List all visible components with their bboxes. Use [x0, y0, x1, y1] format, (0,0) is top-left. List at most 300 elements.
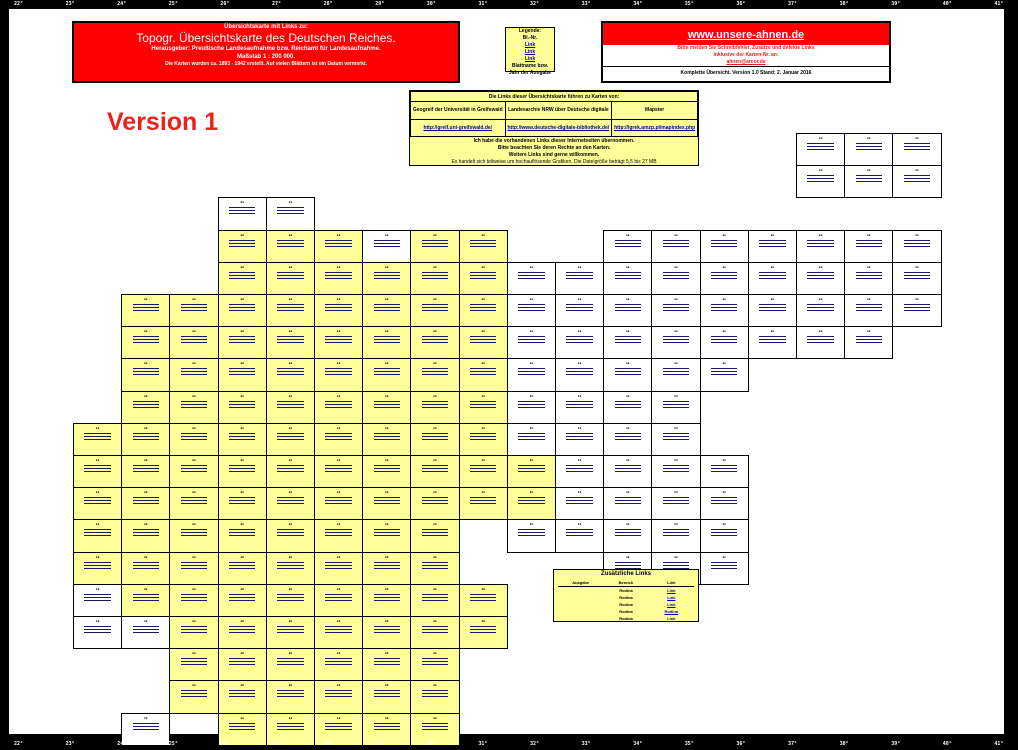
sheet-link-mark[interactable] — [422, 729, 448, 730]
sheet-link-mark[interactable] — [518, 278, 544, 279]
sheet-link-mark[interactable] — [374, 600, 400, 601]
sheet-link-mark[interactable] — [277, 661, 303, 662]
sheet-link-mark[interactable] — [518, 503, 544, 504]
sheet-link-mark[interactable] — [229, 401, 255, 402]
sheet-link-mark[interactable] — [615, 374, 641, 375]
map-sheet-cell[interactable] — [218, 326, 267, 359]
sheet-link-mark[interactable] — [663, 401, 689, 402]
sheet-link-mark[interactable] — [229, 658, 255, 659]
map-sheet-cell[interactable] — [362, 294, 411, 327]
sheet-link-mark[interactable] — [229, 626, 255, 627]
sheet-link-mark[interactable] — [663, 307, 689, 308]
sheet-link-mark[interactable] — [181, 503, 207, 504]
sheet-link-mark[interactable] — [181, 664, 207, 665]
sheet-link-mark[interactable] — [711, 503, 737, 504]
sheet-link-mark[interactable] — [566, 401, 592, 402]
map-sheet-cell[interactable] — [362, 326, 411, 359]
sheet-link-mark[interactable] — [181, 629, 207, 630]
map-sheet-cell[interactable] — [169, 648, 218, 681]
sheet-link-mark[interactable] — [856, 181, 882, 182]
sheet-link-mark[interactable] — [566, 471, 592, 472]
sheet-link-mark[interactable] — [470, 307, 496, 308]
map-sheet-cell[interactable] — [700, 230, 749, 263]
sheet-link-mark[interactable] — [374, 629, 400, 630]
sheet-link-mark[interactable] — [566, 272, 592, 273]
map-sheet-cell[interactable] — [73, 519, 122, 552]
sheet-link-mark[interactable] — [325, 594, 351, 595]
sheet-link-mark[interactable] — [904, 275, 930, 276]
sheet-link-mark[interactable] — [422, 407, 448, 408]
sheet-link-mark[interactable] — [229, 404, 255, 405]
sheet-link-mark[interactable] — [615, 278, 641, 279]
map-sheet-cell[interactable] — [218, 262, 267, 295]
sheet-link-mark[interactable] — [133, 401, 159, 402]
map-sheet-cell[interactable] — [266, 584, 315, 617]
sheet-link-mark[interactable] — [663, 368, 689, 369]
sheet-link-mark[interactable] — [422, 565, 448, 566]
sheet-link-mark[interactable] — [325, 658, 351, 659]
sheet-link-mark[interactable] — [615, 371, 641, 372]
sheet-link-mark[interactable] — [181, 568, 207, 569]
map-sheet-cell[interactable] — [555, 262, 604, 295]
sheet-link-mark[interactable] — [711, 465, 737, 466]
map-sheet-cell[interactable] — [700, 262, 749, 295]
sheet-link-mark[interactable] — [133, 342, 159, 343]
sheet-link-mark[interactable] — [374, 439, 400, 440]
sheet-link-mark[interactable] — [759, 272, 785, 273]
sheet-link-mark[interactable] — [904, 181, 930, 182]
sheet-link-mark[interactable] — [615, 404, 641, 405]
map-sheet-cell[interactable] — [507, 519, 556, 552]
sheet-link-mark[interactable] — [807, 307, 833, 308]
map-sheet-cell[interactable] — [362, 358, 411, 391]
sheet-link-mark[interactable] — [229, 272, 255, 273]
sheet-link-mark[interactable] — [374, 310, 400, 311]
sheet-link-mark[interactable] — [325, 532, 351, 533]
map-sheet-cell[interactable] — [507, 326, 556, 359]
map-sheet-cell[interactable] — [651, 230, 700, 263]
sheet-link-mark[interactable] — [133, 629, 159, 630]
map-sheet-cell[interactable] — [266, 680, 315, 713]
sheet-link-mark[interactable] — [229, 465, 255, 466]
sheet-link-mark[interactable] — [470, 600, 496, 601]
sheet-link-mark[interactable] — [759, 304, 785, 305]
sheet-link-mark[interactable] — [470, 503, 496, 504]
sheet-link-mark[interactable] — [470, 407, 496, 408]
sheet-link-mark[interactable] — [325, 471, 351, 472]
sheet-link-mark[interactable] — [277, 565, 303, 566]
sheet-link-mark[interactable] — [615, 532, 641, 533]
sheet-link-mark[interactable] — [470, 500, 496, 501]
sheet-link-mark[interactable] — [374, 626, 400, 627]
link-nrw[interactable]: http://www.deutsche-digitale-bibliothek.de/ — [505, 119, 612, 137]
sheet-link-mark[interactable] — [181, 594, 207, 595]
map-sheet-cell[interactable] — [362, 616, 411, 649]
sheet-link-mark[interactable] — [904, 246, 930, 247]
map-sheet-cell[interactable] — [459, 358, 508, 391]
sheet-link-mark[interactable] — [663, 246, 689, 247]
map-sheet-cell[interactable] — [459, 262, 508, 295]
sheet-link-mark[interactable] — [422, 690, 448, 691]
sheet-link-mark[interactable] — [181, 696, 207, 697]
map-sheet-cell[interactable] — [314, 713, 363, 746]
map-sheet-cell[interactable] — [266, 648, 315, 681]
map-sheet-cell[interactable] — [459, 584, 508, 617]
map-sheet-cell[interactable] — [507, 487, 556, 520]
map-sheet-cell[interactable] — [603, 326, 652, 359]
sheet-link-mark[interactable] — [518, 310, 544, 311]
sheet-link-mark[interactable] — [422, 339, 448, 340]
sheet-link-mark[interactable] — [566, 497, 592, 498]
sheet-link-mark[interactable] — [229, 278, 255, 279]
sheet-link-mark[interactable] — [277, 310, 303, 311]
map-sheet-cell[interactable] — [844, 230, 893, 263]
sheet-link-mark[interactable] — [807, 243, 833, 244]
sheet-link-mark[interactable] — [325, 664, 351, 665]
map-sheet-cell[interactable] — [555, 487, 604, 520]
sheet-link-mark[interactable] — [181, 597, 207, 598]
sheet-link-mark[interactable] — [277, 304, 303, 305]
sheet-link-mark[interactable] — [711, 468, 737, 469]
sheet-link-mark[interactable] — [181, 471, 207, 472]
sheet-link-mark[interactable] — [181, 500, 207, 501]
sheet-link-mark[interactable] — [615, 565, 641, 566]
sheet-link-mark[interactable] — [807, 175, 833, 176]
sheet-link-mark[interactable] — [856, 272, 882, 273]
sheet-link-mark[interactable] — [133, 562, 159, 563]
map-sheet-cell[interactable] — [121, 455, 170, 488]
map-sheet-cell[interactable] — [314, 455, 363, 488]
sheet-link-mark[interactable] — [133, 304, 159, 305]
sheet-link-mark[interactable] — [181, 632, 207, 633]
sheet-link-mark[interactable] — [374, 404, 400, 405]
map-sheet-cell[interactable] — [700, 294, 749, 327]
sheet-link-mark[interactable] — [84, 600, 110, 601]
sheet-link-mark[interactable] — [470, 468, 496, 469]
sheet-link-mark[interactable] — [615, 468, 641, 469]
sheet-link-mark[interactable] — [663, 532, 689, 533]
map-sheet-cell[interactable] — [218, 552, 267, 585]
map-sheet-cell[interactable] — [169, 326, 218, 359]
sheet-link-mark[interactable] — [133, 307, 159, 308]
sheet-link-mark[interactable] — [229, 471, 255, 472]
sheet-link-mark[interactable] — [325, 726, 351, 727]
sheet-link-mark[interactable] — [229, 503, 255, 504]
sheet-link-mark[interactable] — [325, 661, 351, 662]
sheet-link-mark[interactable] — [663, 310, 689, 311]
sheet-link-mark[interactable] — [759, 240, 785, 241]
sheet-link-mark[interactable] — [807, 342, 833, 343]
sheet-link-mark[interactable] — [229, 339, 255, 340]
map-sheet-cell[interactable] — [362, 423, 411, 456]
map-sheet-cell[interactable] — [218, 584, 267, 617]
sheet-link-mark[interactable] — [663, 565, 689, 566]
sheet-link-mark[interactable] — [856, 240, 882, 241]
sheet-link-mark[interactable] — [374, 562, 400, 563]
map-sheet-cell[interactable] — [169, 358, 218, 391]
sheet-link-mark[interactable] — [711, 278, 737, 279]
sheet-link-mark[interactable] — [518, 407, 544, 408]
map-sheet-cell[interactable] — [603, 230, 652, 263]
map-sheet-cell[interactable] — [507, 391, 556, 424]
sheet-link-mark[interactable] — [133, 371, 159, 372]
sheet-link-mark[interactable] — [325, 632, 351, 633]
sheet-link-mark[interactable] — [518, 439, 544, 440]
sheet-link-mark[interactable] — [615, 310, 641, 311]
extra-links-cell[interactable]: Link — [667, 616, 676, 621]
sheet-link-mark[interactable] — [470, 436, 496, 437]
sheet-link-mark[interactable] — [277, 497, 303, 498]
sheet-link-mark[interactable] — [277, 433, 303, 434]
sheet-link-mark[interactable] — [615, 471, 641, 472]
map-sheet-cell[interactable] — [603, 262, 652, 295]
map-sheet-cell[interactable] — [73, 455, 122, 488]
map-sheet-cell[interactable] — [169, 552, 218, 585]
map-sheet-cell[interactable] — [314, 616, 363, 649]
sheet-link-mark[interactable] — [663, 374, 689, 375]
sheet-link-mark[interactable] — [133, 726, 159, 727]
sheet-link-mark[interactable] — [566, 465, 592, 466]
sheet-link-mark[interactable] — [518, 535, 544, 536]
map-sheet-cell[interactable] — [410, 455, 459, 488]
sheet-link-mark[interactable] — [615, 246, 641, 247]
sheet-link-mark[interactable] — [374, 664, 400, 665]
sheet-link-mark[interactable] — [807, 304, 833, 305]
sheet-link-mark[interactable] — [229, 374, 255, 375]
map-sheet-cell[interactable] — [169, 680, 218, 713]
map-sheet-cell[interactable] — [314, 358, 363, 391]
sheet-link-mark[interactable] — [277, 371, 303, 372]
sheet-link-mark[interactable] — [181, 404, 207, 405]
map-sheet-cell[interactable] — [362, 455, 411, 488]
map-sheet-cell[interactable] — [651, 358, 700, 391]
sheet-link-mark[interactable] — [470, 368, 496, 369]
sheet-link-mark[interactable] — [759, 342, 785, 343]
sheet-link-mark[interactable] — [711, 562, 737, 563]
sheet-link-mark[interactable] — [374, 723, 400, 724]
sheet-link-mark[interactable] — [277, 500, 303, 501]
map-sheet-cell[interactable] — [314, 423, 363, 456]
sheet-link-mark[interactable] — [904, 272, 930, 273]
map-sheet-cell[interactable] — [603, 519, 652, 552]
extra-links-cell[interactable]: Link — [667, 602, 676, 607]
sheet-link-mark[interactable] — [133, 468, 159, 469]
sheet-link-mark[interactable] — [759, 246, 785, 247]
sheet-link-mark[interactable] — [663, 471, 689, 472]
sheet-link-mark[interactable] — [422, 310, 448, 311]
sheet-link-mark[interactable] — [325, 597, 351, 598]
sheet-link-mark[interactable] — [807, 339, 833, 340]
sheet-link-mark[interactable] — [856, 143, 882, 144]
sheet-link-mark[interactable] — [904, 175, 930, 176]
sheet-link-mark[interactable] — [277, 207, 303, 208]
sheet-link-mark[interactable] — [181, 307, 207, 308]
sheet-link-mark[interactable] — [566, 404, 592, 405]
sheet-link-mark[interactable] — [615, 336, 641, 337]
sheet-link-mark[interactable] — [229, 664, 255, 665]
sheet-link-mark[interactable] — [663, 497, 689, 498]
sheet-link-mark[interactable] — [229, 629, 255, 630]
map-sheet-cell[interactable] — [266, 391, 315, 424]
sheet-link-mark[interactable] — [374, 336, 400, 337]
sheet-link-mark[interactable] — [470, 272, 496, 273]
map-sheet-cell[interactable] — [266, 197, 315, 230]
sheet-link-mark[interactable] — [277, 374, 303, 375]
sheet-link-mark[interactable] — [325, 278, 351, 279]
sheet-link-mark[interactable] — [856, 304, 882, 305]
sheet-link-mark[interactable] — [325, 497, 351, 498]
sheet-link-mark[interactable] — [133, 626, 159, 627]
sheet-link-mark[interactable] — [181, 304, 207, 305]
map-sheet-cell[interactable] — [121, 616, 170, 649]
sheet-link-mark[interactable] — [374, 661, 400, 662]
sheet-link-mark[interactable] — [470, 594, 496, 595]
map-sheet-cell[interactable] — [844, 133, 893, 166]
map-sheet-cell[interactable] — [410, 391, 459, 424]
sheet-link-mark[interactable] — [711, 275, 737, 276]
sheet-link-mark[interactable] — [325, 568, 351, 569]
sheet-link-mark[interactable] — [374, 278, 400, 279]
sheet-link-mark[interactable] — [133, 439, 159, 440]
sheet-link-mark[interactable] — [325, 240, 351, 241]
sheet-link-mark[interactable] — [566, 529, 592, 530]
sheet-link-mark[interactable] — [422, 529, 448, 530]
sheet-link-mark[interactable] — [229, 213, 255, 214]
sheet-link-mark[interactable] — [711, 535, 737, 536]
sheet-link-mark[interactable] — [904, 143, 930, 144]
sheet-link-mark[interactable] — [807, 146, 833, 147]
sheet-link-mark[interactable] — [470, 401, 496, 402]
sheet-link-mark[interactable] — [229, 532, 255, 533]
sheet-link-mark[interactable] — [566, 339, 592, 340]
sheet-link-mark[interactable] — [470, 439, 496, 440]
sheet-link-mark[interactable] — [374, 243, 400, 244]
sheet-link-mark[interactable] — [229, 568, 255, 569]
sheet-link-mark[interactable] — [133, 729, 159, 730]
sheet-link-mark[interactable] — [277, 600, 303, 601]
sheet-link-mark[interactable] — [229, 535, 255, 536]
sheet-link-mark[interactable] — [84, 471, 110, 472]
map-sheet-cell[interactable] — [700, 326, 749, 359]
sheet-link-mark[interactable] — [856, 178, 882, 179]
map-sheet-cell[interactable] — [459, 487, 508, 520]
sheet-link-mark[interactable] — [374, 433, 400, 434]
sheet-link-mark[interactable] — [181, 407, 207, 408]
map-sheet-cell[interactable] — [796, 165, 845, 198]
map-sheet-cell[interactable] — [700, 358, 749, 391]
sheet-link-mark[interactable] — [711, 339, 737, 340]
sheet-link-mark[interactable] — [84, 568, 110, 569]
sheet-link-mark[interactable] — [566, 532, 592, 533]
sheet-link-mark[interactable] — [518, 342, 544, 343]
sheet-link-mark[interactable] — [84, 503, 110, 504]
sheet-link-mark[interactable] — [759, 339, 785, 340]
sheet-link-mark[interactable] — [470, 310, 496, 311]
sheet-link-mark[interactable] — [277, 465, 303, 466]
sheet-link-mark[interactable] — [181, 693, 207, 694]
map-sheet-cell[interactable] — [314, 552, 363, 585]
sheet-link-mark[interactable] — [84, 500, 110, 501]
sheet-link-mark[interactable] — [229, 307, 255, 308]
sheet-link-mark[interactable] — [663, 503, 689, 504]
sheet-link-mark[interactable] — [711, 310, 737, 311]
site-url[interactable]: www.unsere-ahnen.de — [687, 29, 805, 41]
sheet-link-mark[interactable] — [422, 243, 448, 244]
sheet-link-mark[interactable] — [566, 371, 592, 372]
sheet-link-mark[interactable] — [133, 310, 159, 311]
map-sheet-cell[interactable] — [314, 487, 363, 520]
sheet-link-mark[interactable] — [277, 243, 303, 244]
sheet-link-mark[interactable] — [277, 594, 303, 595]
sheet-link-mark[interactable] — [711, 374, 737, 375]
sheet-link-mark[interactable] — [615, 497, 641, 498]
map-sheet-cell[interactable] — [266, 552, 315, 585]
map-sheet-cell[interactable] — [266, 487, 315, 520]
map-sheet-cell[interactable] — [555, 294, 604, 327]
sheet-link-mark[interactable] — [374, 690, 400, 691]
sheet-link-mark[interactable] — [181, 436, 207, 437]
sheet-link-mark[interactable] — [277, 278, 303, 279]
sheet-link-mark[interactable] — [470, 243, 496, 244]
sheet-link-mark[interactable] — [325, 336, 351, 337]
sheet-link-mark[interactable] — [422, 401, 448, 402]
sheet-link-mark[interactable] — [374, 468, 400, 469]
sheet-link-mark[interactable] — [711, 471, 737, 472]
sheet-link-mark[interactable] — [374, 529, 400, 530]
sheet-link-mark[interactable] — [518, 368, 544, 369]
map-sheet-cell[interactable] — [73, 487, 122, 520]
sheet-link-mark[interactable] — [711, 568, 737, 569]
sheet-link-mark[interactable] — [566, 436, 592, 437]
map-sheet-cell[interactable] — [410, 648, 459, 681]
map-sheet-cell[interactable] — [651, 423, 700, 456]
sheet-link-mark[interactable] — [566, 468, 592, 469]
sheet-link-mark[interactable] — [84, 436, 110, 437]
map-sheet-cell[interactable] — [796, 133, 845, 166]
sheet-link-mark[interactable] — [422, 693, 448, 694]
map-sheet-cell[interactable] — [410, 552, 459, 585]
map-sheet-cell[interactable] — [796, 294, 845, 327]
sheet-link-mark[interactable] — [325, 562, 351, 563]
sheet-link-mark[interactable] — [711, 240, 737, 241]
sheet-link-mark[interactable] — [229, 368, 255, 369]
sheet-link-mark[interactable] — [663, 468, 689, 469]
sheet-link-mark[interactable] — [229, 661, 255, 662]
sheet-link-mark[interactable] — [325, 729, 351, 730]
sheet-link-mark[interactable] — [374, 371, 400, 372]
sheet-link-mark[interactable] — [325, 407, 351, 408]
sheet-link-mark[interactable] — [374, 304, 400, 305]
sheet-link-mark[interactable] — [470, 597, 496, 598]
sheet-link-mark[interactable] — [374, 436, 400, 437]
sheet-link-mark[interactable] — [325, 342, 351, 343]
sheet-link-mark[interactable] — [470, 246, 496, 247]
sheet-link-mark[interactable] — [470, 342, 496, 343]
map-sheet-cell[interactable] — [651, 262, 700, 295]
sheet-link-mark[interactable] — [84, 565, 110, 566]
sheet-link-mark[interactable] — [133, 336, 159, 337]
sheet-link-mark[interactable] — [229, 597, 255, 598]
sheet-link-mark[interactable] — [422, 664, 448, 665]
site-email[interactable]: ahnen@arcor.de — [726, 59, 766, 65]
sheet-link-mark[interactable] — [325, 246, 351, 247]
sheet-link-mark[interactable] — [422, 535, 448, 536]
map-sheet-cell[interactable] — [169, 519, 218, 552]
map-sheet-cell[interactable] — [603, 423, 652, 456]
sheet-link-mark[interactable] — [422, 304, 448, 305]
sheet-link-mark[interactable] — [84, 632, 110, 633]
sheet-link-mark[interactable] — [84, 532, 110, 533]
